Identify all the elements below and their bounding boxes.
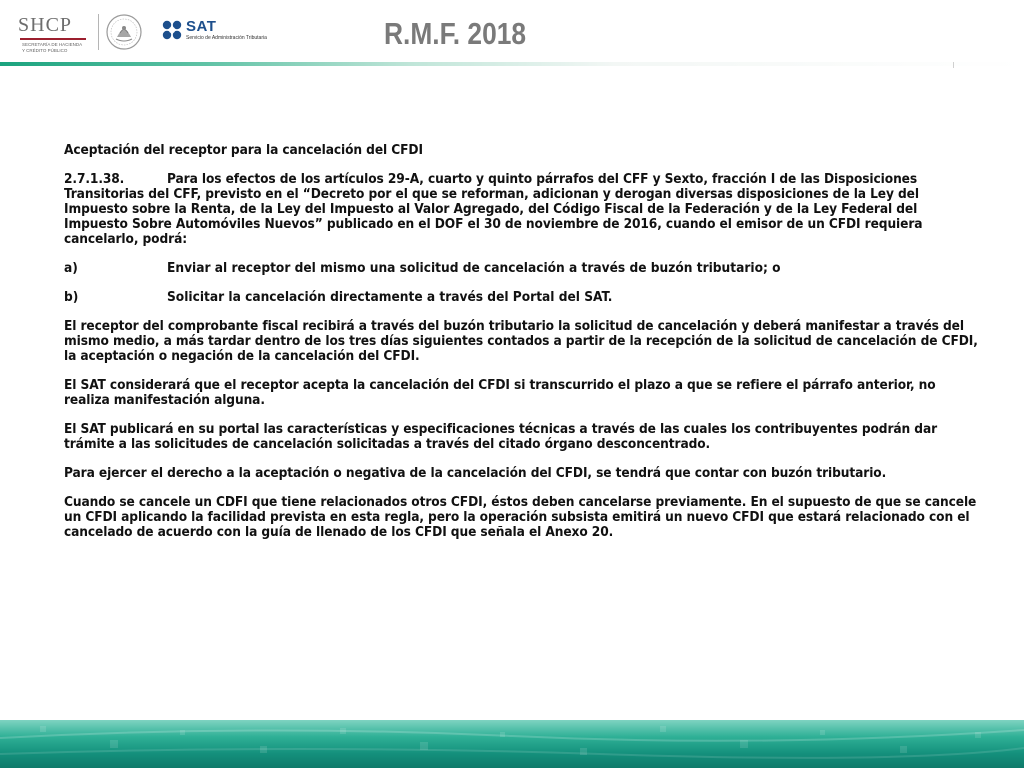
list-item-text: Enviar al receptor del mismo una solicitud de cancelación a través de buzón tributario; o [167,260,781,276]
mexico-seal-icon [105,13,143,51]
rule-text: Para los efectos de los artículos 29-A, cuarto y quinto párrafos del CFF y Sexto, fracción I de las Disposiciones Transitorias del CFF, previsto en el “Decreto por el que se reforman, adicionan y derogan diversas disposiciones de la Ley del Impuesto sobre la Renta, de la Ley del Impuesto al Valor Agregado, del Código Fiscal de la Federación y de la Ley Federal del Impuesto Sobre Automóviles Nuevos” publicado en el DOF el 30 de noviembre de 2016, cuando el emisor de un CFDI requiera cancelarlo, podrá: [64,171,923,247]
rule-paragraph [64,172,982,247]
sat-logo-text: SAT [186,18,217,35]
sat-logo-icon [162,20,184,42]
header-tick [953,62,954,68]
list-item [64,290,982,305]
body-paragraph: El receptor del comprobante fiscal recibirá a través del buzón tributario la solicitud de cancelación y deberá manifestar a través del mismo medio, a más tardar dentro de los tres días siguientes contados a partir de la recepción de la solicitud de cancelación de CFDI, la aceptación o negación de la cancelación del CFDI. [64,318,978,364]
body-paragraph: El SAT publicará en su portal las características y especificaciones técnicas a través de las cuales los contribuyentes podrán dar trámite a las solicitudes de cancelación solicitadas a través del citado órgano desconcentrado. [64,421,938,452]
body-paragraph: Cuando se cancele un CDFI que tiene relacionados otros CFDI, éstos deben cancelarse previamente. En el supuesto de que se cancele un CFDI aplicando la facilidad prevista en esta regla, pero la operación subsista emitirá un nuevo CFDI que estará relacionado con el cancelado de acuerdo con la guía de llenado de los CFDI que señala el Anexo 20. [64,494,977,540]
body-paragraph: El SAT considerará que el receptor acepta la cancelación del CFDI si transcurrido el plazo a que se refiere el párrafo anterior, no realiza manifestación alguna. [64,377,936,408]
shcp-logo [18,14,90,54]
document-body [64,143,982,554]
shcp-logo-subtitle-1: SECRETARÍA DE HACIENDA [22,42,83,47]
rule-number: 2.7.1.38. [64,171,125,187]
page-title: R.M.F. 2018 [384,16,527,51]
sat-logo [162,20,282,44]
shcp-logo-text: SHCP [18,14,73,36]
list-item-letter: a) [64,260,78,276]
body-paragraph: Para ejercer el derecho a la aceptación o negativa de la cancelación del CFDI, se tendrá que contar con buzón tributario. [64,465,887,481]
header [0,0,1024,72]
shcp-logo-subtitle-2: Y CRÉDITO PÚBLICO [22,48,68,53]
sat-logo-subtitle: Servicio de Administración Tributaria [186,35,267,41]
footer-pattern [0,720,1024,768]
shcp-logo-rule [20,38,86,40]
logo-divider [98,14,99,50]
list-item [64,261,982,276]
document-heading: Aceptación del receptor para la cancelación del CFDI [64,142,423,158]
list-item-text: Solicitar la cancelación directamente a través del Portal del SAT. [167,289,613,305]
list-item-letter: b) [64,289,79,305]
footer-band [0,720,1024,768]
header-accent-bar [0,62,1024,66]
